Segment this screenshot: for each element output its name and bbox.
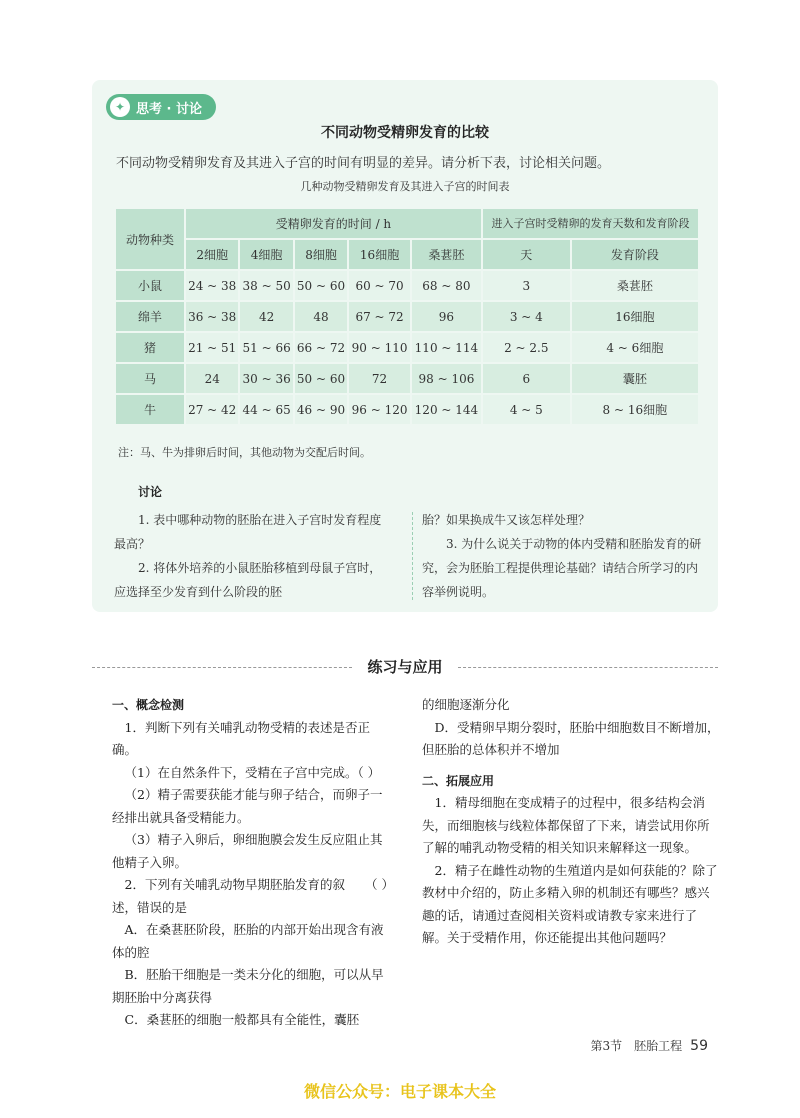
exercise-left-column [112,694,394,1032]
discussion-left-column [114,508,384,604]
row-header: 猪 [116,333,184,362]
question-2: 2. 将体外培养的小鼠胚胎移植到母鼠子宫时，应选择至少发育到什么阶段的胚 [114,561,382,599]
table-row [116,364,698,393]
option-c: C．桑葚胚的细胞一般都具有全能性，囊胚 [124,1012,360,1027]
table-cell: 50 ~ 60 [295,271,347,300]
option-c-continued: 的细胞逐渐分化 [422,697,510,712]
table-cell: 36 ~ 38 [186,302,238,331]
table-cell: 68 ~ 80 [412,271,481,300]
box-title: 不同动物受精卵发育的比较 [321,125,489,141]
table-cell: 8 ~ 16细胞 [572,395,698,424]
row-header: 绵羊 [116,302,184,331]
table-cell: 44 ~ 65 [240,395,292,424]
statement-1: （1）在自然条件下，受精在子宫中完成。（ ） [124,764,381,780]
statement-3: （3）精子入卵后，卵细胞膜会发生反应阻止其他精子入卵。 [112,832,383,870]
subheader-cell: 2细胞 [186,240,238,269]
subheader-cell: 发育阶段 [572,240,698,269]
option-a: A．在桑葚胚阶段，胚胎的内部开始出现含有液体的腔 [112,922,384,960]
header-entry: 进入子宫时受精卵的发育天数和发育阶段 [483,209,698,238]
row-header: 牛 [116,395,184,424]
column-divider [412,512,413,600]
table-cell: 46 ~ 90 [295,395,347,424]
table-cell: 6 [483,364,570,393]
subheader-cell: 8细胞 [295,240,347,269]
table-cell: 110 ~ 114 [412,333,481,362]
option-d: D．受精卵早期分裂时，胚胎中细胞数目不断增加，但胚胎的总体积并不增加 [422,719,720,757]
extension-heading: 二、拓展应用 [422,773,495,788]
table-caption: 几种动物受精卵发育及其进入子宫的时间表 [300,180,510,193]
table-cell: 72 [349,364,410,393]
table-cell: 66 ~ 72 [295,333,347,362]
wechat-watermark: 微信公众号：电子课本大全 [303,1082,496,1101]
table-cell: 3 [483,271,570,300]
subheader-cell: 天 [483,240,570,269]
question-3: 3. 为什么说关于动物的体内受精和胚胎发育的研究，会为胚胎工程提供理论基础？请结合所学习的内容举例说明。 [422,537,702,599]
box-intro: 不同动物受精卵发育及其进入子宫的时间有明显的差异。请分析下表，讨论相关问题。 [116,156,611,171]
row-header: 小鼠 [116,271,184,300]
exercise-2 [112,874,394,919]
table-cell: 48 [295,302,347,331]
discussion-tag-label: 思考 · 讨论 [136,101,202,117]
table-cell: 桑葚胚 [572,271,698,300]
extension-1: 1．精母细胞在变成精子的过程中，很多结构会消失，而细胞核与线粒体都保留了下来，请尝试用你所了解的哺乳动物受精的相关知识来解释这一现象。 [422,795,710,855]
table-cell: 50 ~ 60 [295,364,347,393]
table-cell: 3 ~ 4 [483,302,570,331]
section-title: 练习与应用 [367,658,443,676]
footer-section: 第3节 胚胎工程 [590,1039,683,1053]
discussion-heading: 讨论 [138,485,163,499]
discussion-box [92,80,718,612]
exercise-1: 1．判断下列有关哺乳动物受精的表述是否正确。 [112,719,370,757]
header-species: 动物种类 [116,209,184,269]
table-cell: 2 ~ 2.5 [483,333,570,362]
table-row [116,395,698,424]
development-table [114,207,700,426]
table-note: 注：马、牛为排卵后时间，其他动物为交配后时间。 [118,446,371,459]
table-cell: 42 [240,302,292,331]
page-footer [591,1037,708,1054]
question-1: 1. 表中哪种动物的胚胎在进入子宫时发育程度最高？ [114,513,382,551]
exercise-2-text: 2．下列有关哺乳动物早期胚胎发育的叙述，错误的是 [112,877,345,915]
table-cell: 4 ~ 5 [483,395,570,424]
table-cell: 96 ~ 120 [349,395,410,424]
table-cell: 4 ~ 6细胞 [572,333,698,362]
question-2-continued: 胎？如果换成牛又该怎样处理？ [422,513,591,527]
table-row [116,302,698,331]
table-cell: 67 ~ 72 [349,302,410,331]
header-time: 受精卵发育的时间 / h [186,209,481,238]
exercise-right-column [422,694,720,950]
subheader-cell: 桑葚胚 [412,240,481,269]
table-cell: 38 ~ 50 [240,271,292,300]
table-cell: 24 ~ 38 [186,271,238,300]
table-cell: 30 ~ 36 [240,364,292,393]
table-row [116,271,698,300]
table-cell: 16细胞 [572,302,698,331]
option-b: B．胚胎干细胞是一类未分化的细胞，可以从早期胚胎中分离获得 [112,967,384,1005]
lightbulb-icon: ✦ [110,97,130,117]
row-header: 马 [116,364,184,393]
answer-paren: （ ） [365,877,394,892]
page-number: 59 [690,1038,708,1054]
table-row [116,333,698,362]
table-cell: 90 ~ 110 [349,333,410,362]
table-cell: 51 ~ 66 [240,333,292,362]
statement-2: （2）精子需要获能才能与卵子结合，而卵子一经排出就具备受精能力。 [112,787,383,825]
discussion-tag [106,94,216,120]
subheader-cell: 16细胞 [349,240,410,269]
table-cell: 96 [412,302,481,331]
subheader-cell: 4细胞 [240,240,292,269]
discussion-right-column [422,508,702,604]
extension-2: 2．精子在雌性动物的生殖道内是如何获能的？除了教材中介绍的，防止多精入卵的机制还有哪些？感兴趣的话，请通过查阅相关资料或请教专家来进行了解。关于受精作用，你还能提出其他问题吗？ [422,862,718,945]
table-cell: 21 ~ 51 [186,333,238,362]
table-cell: 27 ~ 42 [186,395,238,424]
table-cell: 98 ~ 106 [412,364,481,393]
table-cell: 24 [186,364,238,393]
table-cell: 囊胚 [572,364,698,393]
section-rule-right [458,667,718,668]
section-rule-left [92,667,352,668]
concept-check-heading: 一、概念检测 [112,698,185,712]
table-cell: 60 ~ 70 [349,271,410,300]
table-cell: 120 ~ 144 [412,395,481,424]
